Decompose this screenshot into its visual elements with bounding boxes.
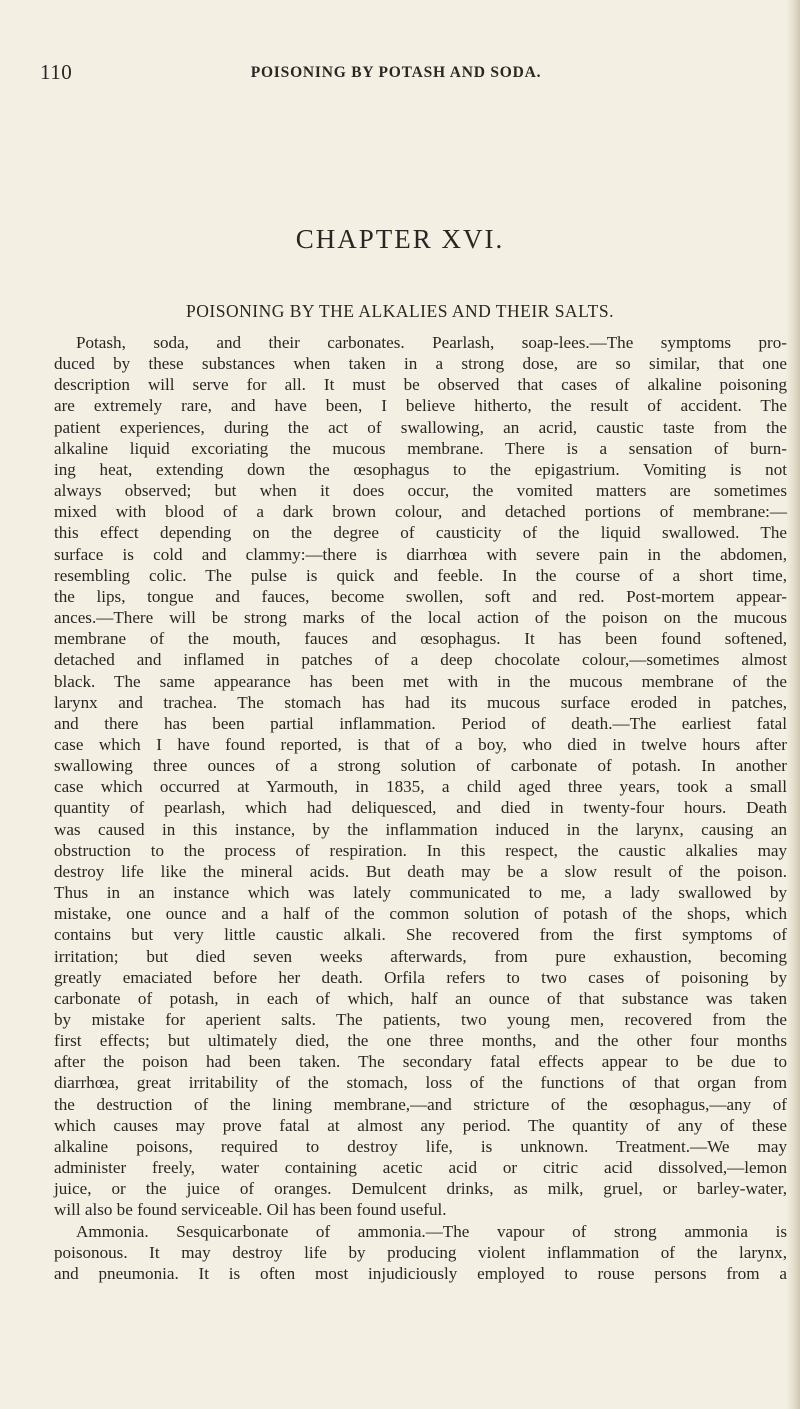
text-line: description will serve for all. It must be observed that cases of alkaline poisoning (54, 375, 787, 395)
text-line: will also be found serviceable. Oil has been found useful. (54, 1200, 447, 1220)
text-line: obstruction to the process of respiration. In this respect, the caustic alkalies may (54, 840, 787, 860)
text-line: this effect depending on the degree of causticity of the liquid swallowed. The (54, 523, 787, 543)
page-edge (786, 0, 800, 1409)
text-line: alkaline poisons, required to destroy life, is unknown. Treatment.—We may (54, 1136, 787, 1156)
text-line: are extremely rare, and have been, I believe hitherto, the result of accident. The (54, 396, 787, 416)
text-line: which causes may prove fatal at almost any period. The quantity of any of these (54, 1115, 787, 1135)
text-line: mistake, one ounce and a half of the common solution of potash of the shops, which (54, 904, 787, 924)
text-line: destroy life like the mineral acids. But death may be a slow result of the poison. (54, 861, 787, 881)
text-line: case which occurred at Yarmouth, in 1835, a child aged three years, took a small (54, 777, 787, 797)
text-line: carbonate of potash, in each of which, half an ounce of that substance was taken (54, 988, 787, 1008)
chapter-title: CHAPTER XVI. (295, 224, 505, 254)
text-line: ances.—There will be strong marks of the local action of the poison on the mucous (54, 608, 787, 628)
page-header (40, 60, 752, 90)
text-line: always observed; but when it does occur, the vomited matters are sometimes (54, 481, 787, 501)
body-text (54, 332, 787, 1284)
text-line: surface is cold and clammy:—there is diarrhœa with severe pain in the abdomen, (54, 544, 787, 564)
text-line: after the poison had been taken. The secondary fatal effects appear to be due to (54, 1052, 787, 1072)
text-line: Thus in an instance which was lately communicated to me, a lady swallowed by (54, 883, 787, 903)
text-line: and there has been partial inflammation. Period of death.—The earliest fatal (54, 713, 787, 733)
text-line: greatly emaciated before her death. Orfila refers to two cases of poisoning by (54, 967, 787, 987)
section-title: POISONING BY THE ALKALIES AND THEIR SALTS. (186, 301, 614, 321)
text-line: swallowing three ounces of a strong solution of carbonate of potash. In another (54, 756, 787, 776)
page-number: 110 (40, 60, 73, 84)
text-line: diarrhœa, great irritability of the stomach, loss of the functions of that organ from (54, 1073, 787, 1093)
running-head: POISONING BY POTASH AND SODA. (250, 64, 542, 81)
text-line: larynx and trachea. The stomach has had its mucous surface eroded in patches, (54, 692, 787, 712)
text-line: first effects; but ultimately died, the one three months, and the other four months (54, 1031, 787, 1051)
text-line: Potash, soda, and their carbonates. Pearlash, soap-lees.—The symptoms pro- (76, 333, 787, 352)
text-line: and pneumonia. It is often most injudiciously employed to rouse persons from a (54, 1263, 787, 1283)
text-line: alkaline liquid excoriating the mucous membrane. There is a sensation of burn- (54, 438, 787, 458)
text-line: ing heat, extending down the œsophagus to the epigastrium. Vomiting is not (54, 459, 787, 479)
text-line: poisonous. It may destroy life by producing violent inflammation of the larynx, (54, 1242, 787, 1262)
text-line: black. The same appearance has been met with in the mucous membrane of the (54, 671, 787, 691)
text-line: juice, or the juice of oranges. Demulcent drinks, as milk, gruel, or barley-water, (54, 1179, 787, 1199)
text-line: detached and inflamed in patches of a deep chocolate colour,—sometimes almost (54, 650, 787, 670)
text-line: resembling colic. The pulse is quick and feeble. In the course of a short time, (54, 565, 787, 585)
text-line: duced by these substances when taken in a strong dose, are so similar, that one (54, 354, 787, 374)
text-line: contains but very little caustic alkali. She recovered from the first symptoms of (54, 925, 787, 945)
text-line: the lips, tongue and fauces, become swollen, soft and red. Post-mortem appear- (54, 586, 787, 606)
text-line: case which I have found reported, is that of a boy, who died in twelve hours after (54, 734, 787, 754)
text-line: by mistake for aperient salts. The patients, two young men, recovered from the (54, 1010, 787, 1029)
text-line: was caused in this instance, by the inflammation induced in the larynx, causing an (54, 819, 787, 839)
text-line: the destruction of the lining membrane,—and stricture of the œsophagus,—any of (54, 1094, 787, 1114)
text-line: administer freely, water containing acetic acid or citric acid dissolved,—lemon (54, 1158, 787, 1178)
text-line: Ammonia. Sesquicarbonate of ammonia.—The vapour of strong ammonia is (76, 1221, 787, 1241)
text-line: patient experiences, during the act of swallowing, an acrid, caustic taste from the (54, 417, 787, 437)
text-line: irritation; but died seven weeks afterwards, from pure exhaustion, becoming (54, 946, 787, 966)
text-line: membrane of the mouth, fauces and œsophagus. It has been found softened, (54, 629, 787, 649)
text-line: mixed with blood of a dark brown colour, and detached portions of membrane:— (54, 502, 787, 522)
text-line: quantity of pearlash, which had deliquesced, and died in twenty-four hours. Death (54, 798, 787, 818)
